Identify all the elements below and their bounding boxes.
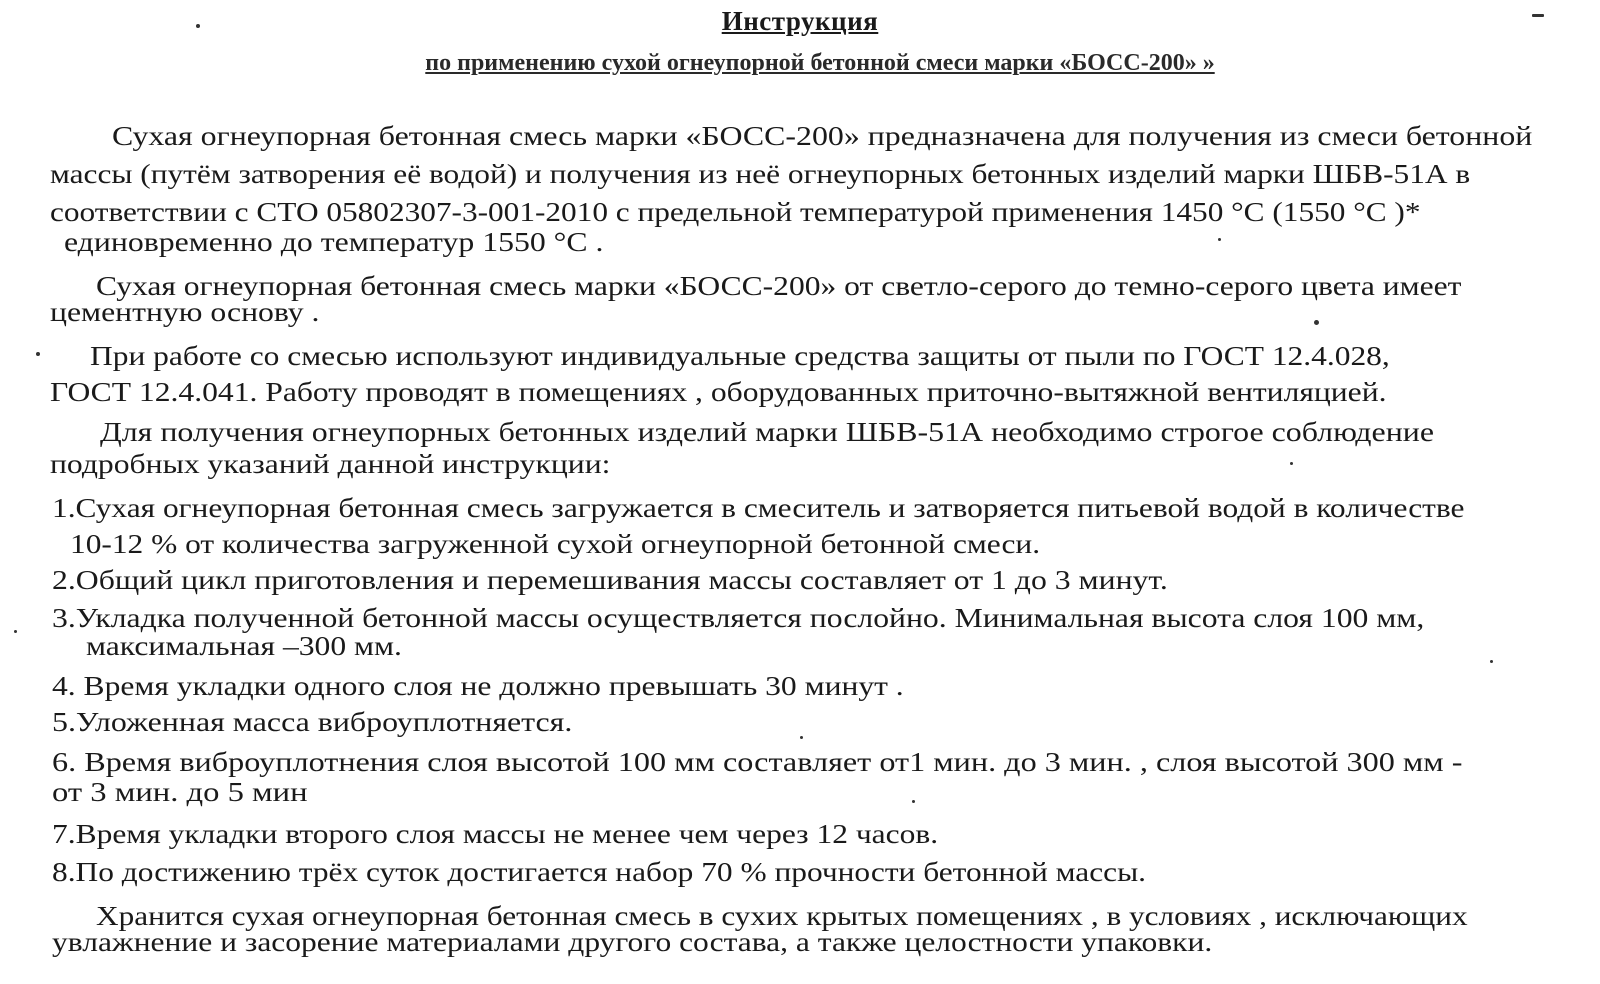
body-line: Сухая огнеупорная бетонная смесь марки «БОСС-200» предназначена для получения из смеси бетонной bbox=[112, 121, 1533, 151]
body-line: соответствии с СТО 05802307-3-001-2010 с предельной температурой применения 1450 °С (1550 °С )* bbox=[50, 197, 1421, 227]
body-line: 10-12 % от количества загруженной сухой огнеупорной бетонной смеси. bbox=[70, 529, 1041, 559]
body-line: 1.Сухая огнеупорная бетонная смесь загружается в смеситель и затворяется питьевой водой в количестве bbox=[52, 493, 1465, 523]
body-line: ГОСТ 12.4.041. Работу проводят в помещениях , оборудованных приточно-вытяжной вентиляцией. bbox=[50, 377, 1387, 407]
scan-speck bbox=[196, 24, 200, 28]
body-line: цементную основу . bbox=[50, 297, 320, 327]
body-line: Сухая огнеупорная бетонная смесь марки «БОСС-200» от светло-серого до темно-серого цвета имеет bbox=[96, 271, 1462, 301]
scan-speck bbox=[1490, 660, 1493, 663]
scan-speck bbox=[800, 736, 803, 739]
body-line: 8.По достижению трёх суток достигается набор 70 % прочности бетонной массы. bbox=[52, 857, 1147, 887]
body-line: Для получения огнеупорных бетонных изделий марки ШБВ-51А необходимо строгое соблюдение bbox=[100, 417, 1435, 447]
body-line: 6. Время виброуплотнения слоя высотой 100 мм составляет от1 мин. до 3 мин. , слоя высотой 300 мм - bbox=[52, 747, 1463, 777]
body-line: увлажнение и засорение материалами другого состава, а также целостности упаковки. bbox=[52, 927, 1213, 957]
body-line: 2.Общий цикл приготовления и перемешивания массы составляет от 1 до 3 минут. bbox=[52, 565, 1168, 595]
document-title: Инструкция bbox=[721, 6, 879, 36]
scan-speck bbox=[36, 352, 40, 356]
body-line: массы (путём затворения её водой) и получения из неё огнеупорных бетонных изделий марки ШБВ-51А в bbox=[50, 159, 1471, 189]
body-line: единовременно до температур 1550 °С . bbox=[64, 227, 604, 257]
scan-speck bbox=[1314, 320, 1319, 325]
body-line: от 3 мин. до 5 мин bbox=[52, 777, 308, 807]
body-line: 3.Укладка полученной бетонной массы осуществляется послойно. Минимальная высота слоя 100 мм, bbox=[52, 603, 1425, 633]
scan-speck bbox=[14, 630, 17, 633]
document-subtitle: по применению сухой огнеупорной бетонной смеси марки «БОСС-200» » bbox=[425, 50, 1215, 76]
scan-speck bbox=[912, 800, 915, 803]
body-line: 4. Время укладки одного слоя не должно превышать 30 минут . bbox=[52, 671, 904, 701]
body-line: максимальная –300 мм. bbox=[86, 631, 402, 661]
body-line: подробных указаний данной инструкции: bbox=[50, 449, 611, 479]
body-line: 5.Уложенная масса виброуплотняется. bbox=[52, 707, 573, 737]
scan-speck bbox=[1218, 238, 1221, 241]
body-line: При работе со смесью используют индивидуальные средства защиты от пыли по ГОСТ 12.4.028, bbox=[90, 341, 1390, 371]
scan-speck bbox=[1532, 14, 1544, 17]
body-line: 7.Время укладки второго слоя массы не менее чем через 12 часов. bbox=[52, 819, 939, 849]
body-line: Хранится сухая огнеупорная бетонная смесь в сухих крытых помещениях , в условиях , исключающих bbox=[96, 901, 1468, 931]
scan-speck bbox=[1290, 462, 1293, 465]
